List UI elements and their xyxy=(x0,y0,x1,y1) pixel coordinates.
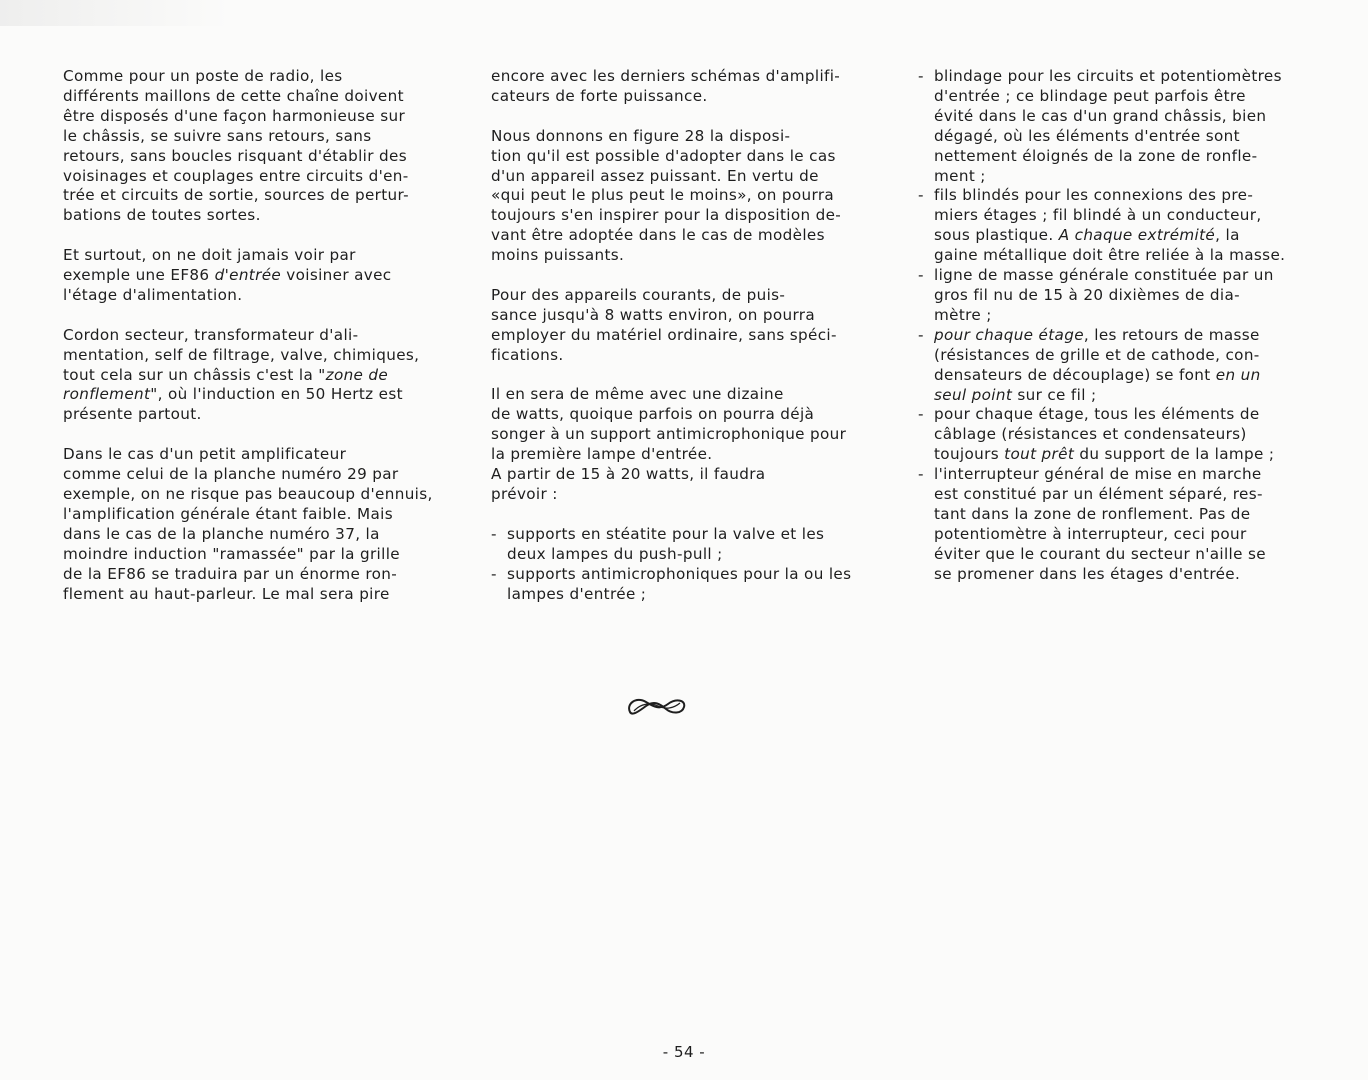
list-item: - supports en stéatite pour la valve et les deux lampes du push-pull ; xyxy=(491,524,825,563)
list-item: - pour chaque étage, les retours de masse (résistances de grille et de cathode, con- densateurs de découplage) se font en un seul point sur ce fil ; xyxy=(918,325,1261,404)
list-dash: - xyxy=(918,465,924,484)
paragraph-continuation: encore avec les derniers schémas d'amplifi- cateurs de forte puissance. xyxy=(491,67,841,105)
paragraph-8-watts: Pour des appareils courants, de puis- sance jusqu'à 8 watts environ, on pourra employer du matériel ordinaire, sans spéci- fications. xyxy=(491,285,837,364)
paragraph-ef86-warning: Et surtout, on ne doit jamais voir par exemple une EF86 d'entrée voisiner avec l'étage d'alimentation. xyxy=(63,246,392,304)
scan-smudge xyxy=(0,0,230,26)
list-dash: - xyxy=(491,564,497,583)
paragraph-chassis-layout: Comme pour un poste de radio, les différents maillons de cette chaîne doivent être disposés d'une façon harmonieuse sur le châssis, se suivre sans retours, sans retours, sans boucles risquant d'établir des voisinages et couplages entre circuits d'en- trée et circuits de sortie, sources de pertur- bations de toutes sortes. xyxy=(63,67,409,225)
paragraph-figure-28: Nous donnons en figure 28 la disposi- tion qu'il est possible d'adopter dans le cas d'un appareil assez puissant. En vertu de «qui peut le plus peut le moins», on pourra toujours s'en inspirer pour la disposition de- vant être adoptée dans le cas de modèles moins puissants. xyxy=(491,126,842,265)
list-dash: - xyxy=(918,186,924,205)
list-item: - l'interrupteur général de mise en marche est constitué par un élément séparé, res- tant dans la zone de ronflement. Pas de potentiomètre à interrupteur, ceci pour éviter que le courant du secteur n'aille se se promener dans les étages d'entrée. xyxy=(918,465,1266,583)
text-column-middle xyxy=(491,67,870,604)
paragraph-10-watts: Il en sera de même avec une dizaine de watts, quoique parfois on pourra déjà songer à un support antimicrophonique pour la première lampe d'entrée. xyxy=(491,385,847,464)
paragraph-hum-zone: Cordon secteur, transformateur d'ali- mentation, self de filtrage, valve, chimiques, tout cela sur un châssis c'est la "zone de ronflement", où l'induction en 50 Hertz est présente partout. xyxy=(63,325,420,424)
list-dash: - xyxy=(918,405,924,424)
text-column-right xyxy=(918,67,1296,585)
paragraph-15-20-watts: A partir de 15 à 20 watts, il faudra prévoir : xyxy=(491,465,766,503)
list-dash: - xyxy=(918,67,924,85)
list-dash: - xyxy=(491,524,497,543)
list-item: - supports antimicrophoniques pour la ou les lampes d'entrée ; xyxy=(491,564,852,603)
list-dash: - xyxy=(918,325,924,344)
list-item: - fils blindés pour les connexions des pre- miers étages ; fil blindé à un conducteur, sous plastique. A chaque extrémité, la gaine métallique doit être reliée à la masse. xyxy=(918,186,1286,265)
flourish-ornament-icon xyxy=(624,690,690,720)
list-item: - ligne de masse générale constituée par un gros fil nu de 15 à 20 dixièmes de dia- mètre ; xyxy=(918,266,1274,324)
list-item: - blindage pour les circuits et potentiomètres d'entrée ; ce blindage peut parfois être évité dans le cas d'un grand châssis, bien dégagé, où les éléments d'entrée sont nettement éloignés de la zone de ronfle- ment ; xyxy=(918,67,1282,185)
text-column-left xyxy=(63,67,439,604)
list-dash: - xyxy=(918,266,924,285)
list-item: - pour chaque étage, tous les éléments de câblage (résistances et condensateurs) toujours tout prêt du support de la lampe ; xyxy=(918,405,1275,464)
page-number: - 54 - xyxy=(662,1043,706,1061)
paragraph-small-amplifier: Dans le cas d'un petit amplificateur comme celui de la planche numéro 29 par exemple, on ne risque pas beaucoup d'ennuis, l'amplification générale étant faible. Mais dans le cas de la planche numéro 37, la moindre induction "ramassée" par la grille de la EF86 se traduira par un énorme ron- flement au haut-parleur. Le mal sera pire xyxy=(63,445,433,603)
